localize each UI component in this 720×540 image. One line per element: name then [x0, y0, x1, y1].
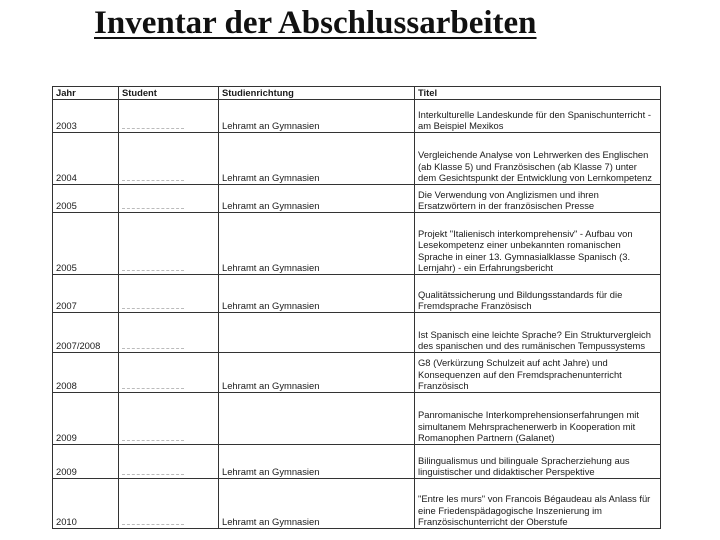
table-header-row	[53, 87, 661, 100]
cell-student-redacted	[119, 185, 219, 213]
inventory-table	[52, 86, 661, 529]
cell-year: 2007/2008	[53, 313, 119, 353]
table-row	[53, 393, 661, 445]
cell-year: 2010	[53, 479, 119, 529]
table-row	[53, 313, 661, 353]
header-study: Studienrichtung	[219, 87, 415, 100]
cell-title: Projekt "Italienisch interkomprehensiv" - Aufbau von Lesekompetenz einer unbekannten romanischen Sprache in einer 13. Gymnasialklasse Spanisch (3. Lernjahr) - ein Erfahrungsbericht	[415, 213, 661, 275]
cell-study: Lehramt an Gymnasien	[219, 353, 415, 393]
cell-year: 2004	[53, 133, 119, 185]
cell-student-redacted	[119, 213, 219, 275]
cell-student-redacted	[119, 393, 219, 445]
cell-study: Lehramt an Gymnasien	[219, 213, 415, 275]
header-title: Titel	[415, 87, 661, 100]
cell-year: 2007	[53, 275, 119, 313]
cell-student-redacted	[119, 100, 219, 133]
header-student: Student	[119, 87, 219, 100]
page-title: Inventar der Abschlussarbeiten	[94, 5, 537, 41]
cell-title: "Entre les murs" von Francois Bégaudeau als Anlass für eine Friedenspädagogische Inszenierung im Französischunterricht der Oberstufe	[415, 479, 661, 529]
cell-student-redacted	[119, 275, 219, 313]
cell-title: Qualitätssicherung und Bildungsstandards für die Fremdsprache Französisch	[415, 275, 661, 313]
cell-student-redacted	[119, 133, 219, 185]
header-year: Jahr	[53, 87, 119, 100]
table-row	[53, 445, 661, 479]
cell-title: Die Verwendung von Anglizismen und ihren Ersatzwörtern in der französischen Presse	[415, 185, 661, 213]
table-row	[53, 353, 661, 393]
cell-study: Lehramt an Gymnasien	[219, 479, 415, 529]
cell-study: Lehramt an Gymnasien	[219, 133, 415, 185]
cell-year: 2009	[53, 445, 119, 479]
cell-student-redacted	[119, 353, 219, 393]
cell-title: Ist Spanisch eine leichte Sprache? Ein Strukturvergleich des spanischen und des rumänischen Tempussystems	[415, 313, 661, 353]
cell-study: Lehramt an Gymnasien	[219, 185, 415, 213]
cell-title: Panromanische Interkomprehensionserfahrungen mit simultanem Mehrsprachenerwerb in Kooperation mit Romanophen Partnern (Galanet)	[415, 393, 661, 445]
cell-student-redacted	[119, 479, 219, 529]
cell-title: Bilingualismus und bilinguale Spracherziehung aus linguistischer und didaktischer Perspektive	[415, 445, 661, 479]
cell-year: 2003	[53, 100, 119, 133]
cell-year: 2005	[53, 185, 119, 213]
cell-title: Vergleichende Analyse von Lehrwerken des Englischen (ab Klasse 5) und Französischen (ab Klasse 7) unter dem Gesichtspunkt der Entwicklung von Lernkompetenz	[415, 133, 661, 185]
cell-title: G8 (Verkürzung Schulzeit auf acht Jahre) und Konsequenzen auf den Fremdsprachenunterricht Französisch	[415, 353, 661, 393]
cell-study: Lehramt an Gymnasien	[219, 275, 415, 313]
table-row	[53, 213, 661, 275]
table-row	[53, 100, 661, 133]
table-row	[53, 275, 661, 313]
cell-study: Lehramt an Gymnasien	[219, 100, 415, 133]
table-row	[53, 133, 661, 185]
cell-student-redacted	[119, 313, 219, 353]
cell-student-redacted	[119, 445, 219, 479]
cell-study: Lehramt an Gymnasien	[219, 445, 415, 479]
cell-year: 2005	[53, 213, 119, 275]
table-row	[53, 479, 661, 529]
cell-study	[219, 313, 415, 353]
cell-title: Interkulturelle Landeskunde für den Spanischunterricht - am Beispiel Mexikos	[415, 100, 661, 133]
cell-year: 2008	[53, 353, 119, 393]
cell-year: 2009	[53, 393, 119, 445]
cell-study	[219, 393, 415, 445]
table-row	[53, 185, 661, 213]
